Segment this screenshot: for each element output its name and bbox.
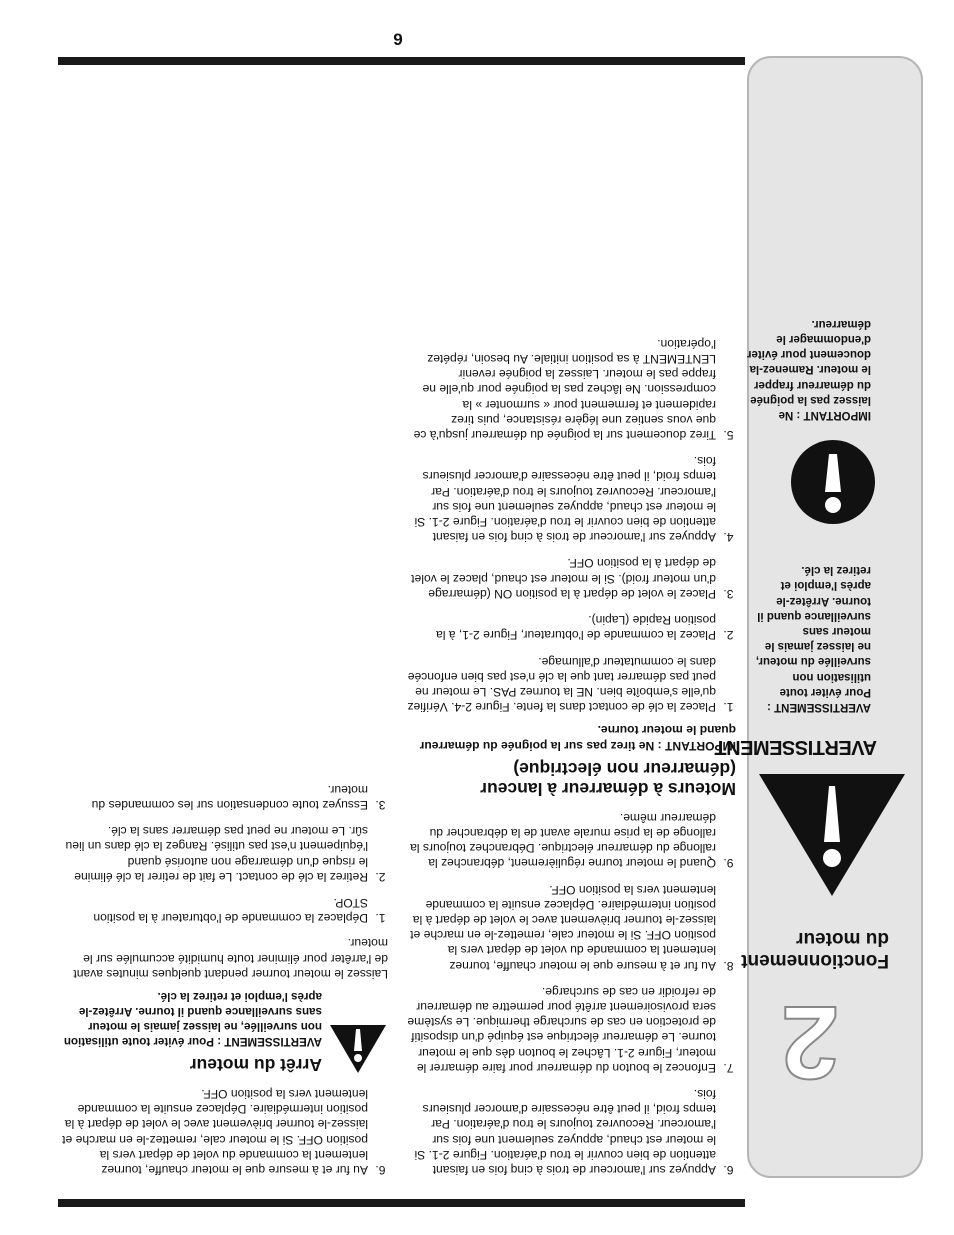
list-item: 3. Essuyez toute condensation sur les commandes du moteur. xyxy=(62,782,372,812)
bottom-rule xyxy=(58,1199,745,1207)
page-number: 9 xyxy=(393,30,403,49)
chapter-number: 2 xyxy=(781,984,839,1100)
list-item: 2. Placez la commande de l'obturateur, Figure 2-1, à la position Rapide (Lapin). xyxy=(406,612,720,642)
recoil-start-heading: Moteurs à démarreur à lanceur (démarreur non électrique) xyxy=(480,758,736,799)
list-item: 1. Placez la clé de contact dans la fente. Figure 2-4. Vérifiez qu'elle s'emboîte bien. NE la tournez PAS. Le moteur ne peut pas démarrer tant que la clé n'est pas bien enfoncée dans le commutateur d'allumage. xyxy=(406,653,720,714)
stop-engine-warning xyxy=(62,989,388,1075)
list-item: 6. Appuyez sur l'amorceur de trois à cinq fois en faisant attention de bien couvrir le trou d'aération. Figure 2-1. Si le moteur est chaud, appuyez seulement une fois sur l'amorceur. Recouvrez toujours le trou d'aération. Par temps froid, il peut être nécessaire d'amorcer plusieurs fois. xyxy=(406,1086,720,1177)
list-item: 1. Déplacez la commande de l'obturateur à la position STOP. xyxy=(62,895,372,925)
warning-text-body: éviter toute utilisation non surveillée du moteur, ne laissez jamais le moteur sans surveillance quand il tourne. Arrêtez-le après l'emploi et retirez la clé. xyxy=(755,564,871,698)
important-text: Ne tirez pas sur la poignée du démarreur quand le moteur tourne. xyxy=(419,723,736,753)
top-rule xyxy=(58,57,745,65)
list-item: 7. Enfoncez le bouton du démarreur pour faire démarrer le moteur, Figure 2-1. Lâchez le bouton dès que le moteur tourne. Le démarreur électrique est équipé d'un dispositif de protection en cas de surcharge thermique. Le système sera provisoirement arrêté pour permettre au démarreur de refroidir en cas de surcharge. xyxy=(406,984,720,1075)
recoil-important-note xyxy=(406,722,736,752)
stop-steps xyxy=(62,782,388,926)
list-item: 3. Placez le volet de départ à la position ON (démarrage d'un moteur froid). Si le moteur est chaud, placez le volet de départ à la position OFF. xyxy=(406,555,720,601)
list-item: 2. Retirez la clé de contact. Le fait de retirer la clé élimine le risque d'un démarrage non autorisé quand l'équipement n'est pas utilisé. Rangez la clé dans un lieu sûr. Le moteur ne peut pas démarrer sans la clé. xyxy=(62,823,372,884)
warning-triangle-icon xyxy=(757,772,907,898)
recoil-start-steps xyxy=(406,336,736,714)
section-title: Fonctionnement du moteur xyxy=(741,928,889,971)
important-exclamation-icon xyxy=(789,438,877,526)
list-item: 5. Tirez doucement sur la poignée du démarreur jusqu'à ce que vous sentiez une légère résistance, puis tirez rapidement et fermement pour « surmonter » la compression. Ne lâchez pas la poignée pour qu'elle ne frappe pas le moteur. Laissez la poignée revenir LENTEMENT à sa position initiale. Au besoin, répétez l'opération. xyxy=(406,336,720,442)
important-text-label: IMPORTANT : Ne xyxy=(778,409,871,421)
warning-triangle-icon xyxy=(328,1023,388,1075)
important-label: IMPORTANT : xyxy=(657,738,736,753)
warning-heading: AVERTISSEMENT xyxy=(714,736,877,758)
column-starting xyxy=(406,325,736,1177)
important-text-body: laissez pas la poignée du démarreur frapper le moteur. Ramenez-la doucement pour éviter d'endommager le démarreur. xyxy=(747,317,871,406)
list-item: 8. Au fur et à mesure que le moteur chauffe, tournez lentement la commande du volet de départ vers la position OFF. Si le moteur cale, remettez-le en marche et laissez-le tourner brièvement avec le volet de départ à la position intermédiaire. Déplacez ensuite la commande lentement vers la position OFF. xyxy=(406,881,720,972)
warning-text xyxy=(745,562,871,714)
warning-text-label: AVERTISSEMENT : Pour xyxy=(767,685,871,713)
stop-intro: Laissez le moteur tourner pendant quelques minutes avant de l'arrêter pour éliminer toute humidité accumulée sur le moteur. xyxy=(73,936,388,981)
column-stopping xyxy=(62,771,388,1177)
stop-warning-text xyxy=(62,989,322,1049)
list-item: 4. Appuyez sur l'amorceur de trois à cinq fois en faisant attention de bien couvrir le trou d'aération. Figure 2-1. Si le moteur est chaud, appuyez seulement une fois sur l'amorceur. Recouvrez toujours le trou d'aération. Par temps froid, il peut être nécessaire d'amorcer plusieurs fois. xyxy=(406,453,720,544)
continued-step xyxy=(62,1086,388,1177)
stop-warning-label: AVERTISSEMENT : Pour éviter toute xyxy=(121,1034,322,1048)
chapter-sidebar xyxy=(714,56,923,1178)
stop-engine-heading: Arrêt du moteur xyxy=(189,1054,322,1075)
stop-warning-body: utilisation non surveillée, ne laissez jamais le moteur sans surveillance quand il tourne. Arrêtez-le après l'emploi et retirez la clé. xyxy=(63,989,322,1048)
list-item: 6. Au fur et à mesure que le moteur chauffe, tournez lentement la commande du volet de départ vers la position OFF. Si le moteur cale, remettez-le en marche et laissez-le tourner brièvement avec le volet de départ à la position intermédiaire. Déplacez ensuite la commande lentement vers la position OFF. xyxy=(62,1086,372,1177)
list-item: 9. Quand le moteur tourne régulièrement, débranchez la rallonge du démarreur électrique. Débranchez toujours la rallonge de la prise murale avant de la débrancher du démarreur même. xyxy=(406,810,720,871)
important-text xyxy=(745,316,871,422)
electric-start-steps xyxy=(406,810,736,1177)
